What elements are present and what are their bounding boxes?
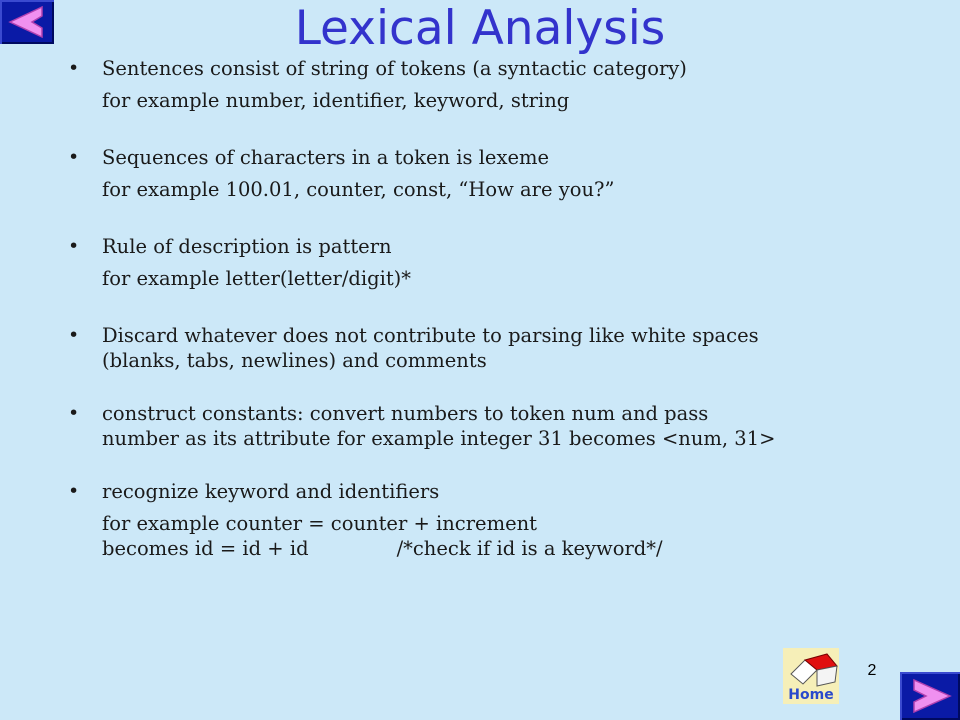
bullet-item [60,323,940,373]
page-number: 2 [867,662,877,679]
arrow-right-icon [900,672,960,720]
house-icon [783,648,839,704]
bullet-text: • Sentences consist of string of tokens (a syntactic category) [102,57,687,80]
bullet-item [60,479,940,561]
bullet-item [60,401,940,451]
bullet-text: • recognize keyword and identifiers [102,480,440,503]
bullet-list [60,56,940,583]
bullet-item [60,56,940,113]
bullet-subtext: for example letter(letter/digit)* [102,267,412,290]
bullet-text: • construct constants: convert numbers to token num and pass [102,402,709,425]
bullet-text: • Sequences of characters in a token is lexeme [102,146,550,169]
bullet-item [60,145,940,202]
bullet-subtext: for example 100.01, counter, const, “How are you?” [102,178,615,201]
bullet-text: number as its attribute for example integer 31 becomes <num, 31> [102,427,776,450]
slide-title: Lexical Analysis [294,1,666,56]
bullet-subtext: for example number, identifier, keyword, string [102,89,570,112]
bullet-text: • Rule of description is pattern [102,235,392,258]
bullet-subtext: becomes id = id + id /*check if id is a keyword*/ [102,537,663,560]
svg-text:Home: Home [788,687,834,703]
bullet-subtext: for example counter = counter + increment [102,512,538,535]
home-button[interactable] [783,648,839,704]
bullet-text: (blanks, tabs, newlines) and comments [102,349,487,372]
bullet-item [60,234,940,291]
next-slide-button[interactable] [900,672,960,720]
bullet-text: • Discard whatever does not contribute to parsing like white spaces [102,324,759,347]
